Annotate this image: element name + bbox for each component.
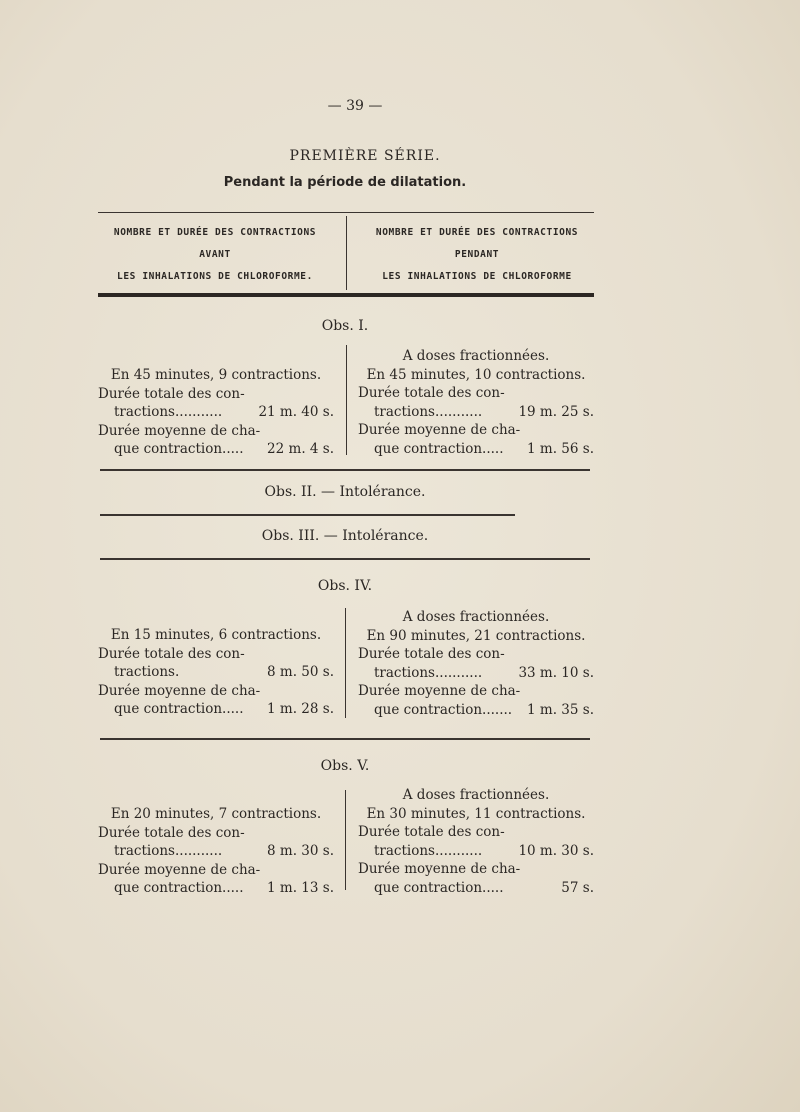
obs-4-during-note: A doses fractionnées. bbox=[402, 609, 550, 625]
obs-1-during-line-1: Durée totale des con- bbox=[358, 385, 505, 401]
obs-1-before bbox=[98, 366, 334, 459]
obs-5-divider bbox=[345, 790, 346, 890]
obs-1-before-mean-value: 22 m. 4 s. bbox=[267, 441, 334, 457]
header-before-line-1: NOMBRE ET DURÉE DES CONTRACTIONS bbox=[113, 227, 317, 238]
obs-4-during-total-row bbox=[358, 664, 594, 683]
obs-4-before-total-row bbox=[98, 663, 334, 682]
obs-1-before-mean-label: que contraction..... bbox=[114, 441, 244, 457]
obs-3-rule bbox=[100, 558, 590, 560]
obs-5-before-mean-row bbox=[98, 879, 334, 898]
header-before-line-3: LES INHALATIONS DE CHLOROFORME. bbox=[117, 271, 313, 282]
obs-2-rule bbox=[100, 514, 515, 516]
obs-5-during-total-label: tractions........... bbox=[374, 842, 483, 859]
obs-1-before-line-1: Durée totale des con- bbox=[98, 385, 245, 402]
obs-1-during-mean-value: 1 m. 56 s. bbox=[527, 440, 594, 457]
obs-5-before-mean-label: que contraction..... bbox=[114, 880, 244, 896]
obs-1-before-total-label: tractions........... bbox=[114, 404, 223, 420]
obs-5-before-summary: En 20 minutes, 7 contractions. bbox=[110, 806, 322, 822]
obs-5-before-mean-value: 1 m. 13 s. bbox=[267, 880, 334, 896]
obs-5-during-line-3: Durée moyenne de cha- bbox=[358, 861, 521, 877]
obs-5-during-total-value: 10 m. 30 s. bbox=[518, 842, 594, 859]
obs-5-during-note: A doses fractionnées. bbox=[402, 787, 550, 803]
obs-1-divider bbox=[346, 345, 347, 455]
obs-5-before-total-value: 8 m. 30 s. bbox=[267, 843, 334, 859]
page-number: — 39 — bbox=[327, 98, 383, 114]
obs-5-during-mean-value: 57 s. bbox=[561, 879, 594, 896]
obs-5-during bbox=[358, 786, 594, 897]
obs-5-during-mean-row bbox=[358, 879, 594, 898]
obs-4-during-mean-row bbox=[358, 701, 594, 720]
obs-5-during-mean-label: que contraction..... bbox=[374, 879, 504, 896]
header-before bbox=[90, 222, 340, 288]
obs-4-during-summary: En 90 minutes, 21 contractions. bbox=[366, 627, 586, 644]
obs-1-during-mean-label: que contraction..... bbox=[374, 440, 504, 457]
obs-4-before bbox=[98, 626, 334, 719]
obs-1-before-mean-row bbox=[98, 440, 334, 459]
period-title: Pendant la période de dilatation. bbox=[223, 175, 467, 190]
header-during-line-1: NOMBRE ET DURÉE DES CONTRACTIONS bbox=[375, 227, 579, 238]
obs-4-divider bbox=[345, 608, 346, 718]
header-during bbox=[352, 222, 602, 288]
obs-1-during-note: A doses fractionnées. bbox=[402, 348, 550, 364]
obs-4-before-line-1: Durée totale des con- bbox=[98, 645, 245, 662]
obs-1-title: Obs. I. bbox=[321, 318, 369, 334]
obs-1-before-total-value: 21 m. 40 s. bbox=[258, 404, 334, 420]
obs-4-during bbox=[358, 608, 594, 719]
obs-1-during bbox=[358, 347, 594, 458]
obs-4-during-mean-label: que contraction....... bbox=[374, 701, 513, 718]
obs-3-title: Obs. III. — Intolérance. bbox=[261, 528, 429, 544]
obs-1-before-line-3: Durée moyenne de cha- bbox=[98, 422, 261, 439]
obs-1-before-total-row bbox=[98, 403, 334, 422]
obs-1-during-total-row bbox=[358, 403, 594, 422]
obs-5-before bbox=[98, 805, 334, 898]
obs-4-during-total-label: tractions........... bbox=[374, 664, 483, 681]
obs-4-during-line-3: Durée moyenne de cha- bbox=[358, 683, 521, 699]
obs-5-before-total-row bbox=[98, 842, 334, 861]
obs-5-before-total-label: tractions........... bbox=[114, 843, 223, 859]
obs-4-before-line-3: Durée moyenne de cha- bbox=[98, 682, 261, 699]
obs-5-during-total-row bbox=[358, 842, 594, 861]
header-top-rule bbox=[98, 212, 594, 213]
obs-2-title: Obs. II. — Intolérance. bbox=[264, 484, 426, 500]
obs-4-during-total-value: 33 m. 10 s. bbox=[518, 664, 594, 681]
header-during-line-3: LES INHALATIONS DE CHLOROFORME bbox=[382, 271, 572, 282]
obs-1-during-summary: En 45 minutes, 10 contractions. bbox=[366, 366, 586, 383]
obs-4-before-total-value: 8 m. 50 s. bbox=[267, 664, 334, 680]
obs-1-rule bbox=[100, 469, 590, 471]
obs-1-before-summary: En 45 minutes, 9 contractions. bbox=[110, 367, 322, 383]
obs-4-title: Obs. IV. bbox=[317, 578, 373, 594]
header-before-line-2: AVANT bbox=[199, 249, 231, 260]
obs-4-before-mean-row bbox=[98, 700, 334, 719]
obs-1-during-mean-row bbox=[358, 440, 594, 459]
obs-5-title: Obs. V. bbox=[320, 758, 370, 774]
header-bottom-rule bbox=[98, 293, 594, 297]
obs-1-during-total-value: 19 m. 25 s. bbox=[518, 403, 594, 420]
obs-4-rule bbox=[100, 738, 590, 740]
obs-1-during-line-3: Durée moyenne de cha- bbox=[358, 422, 521, 438]
obs-4-before-mean-label: que contraction..... bbox=[114, 701, 244, 717]
obs-1-during-total-label: tractions........... bbox=[374, 403, 483, 420]
header-during-line-2: PENDANT bbox=[454, 249, 500, 260]
obs-4-during-line-1: Durée totale des con- bbox=[358, 646, 505, 662]
obs-4-during-mean-value: 1 m. 35 s. bbox=[527, 701, 594, 718]
header-divider bbox=[346, 216, 347, 290]
obs-4-before-total-label: tractions. bbox=[114, 664, 180, 680]
obs-5-during-line-1: Durée totale des con- bbox=[358, 824, 505, 840]
obs-4-before-mean-value: 1 m. 28 s. bbox=[267, 701, 334, 717]
obs-5-during-summary: En 30 minutes, 11 contractions. bbox=[366, 805, 586, 822]
obs-5-before-line-1: Durée totale des con- bbox=[98, 824, 245, 841]
obs-4-before-summary: En 15 minutes, 6 contractions. bbox=[110, 627, 322, 643]
series-title: PREMIÈRE SÉRIE. bbox=[289, 148, 441, 164]
obs-5-before-line-3: Durée moyenne de cha- bbox=[98, 861, 261, 878]
